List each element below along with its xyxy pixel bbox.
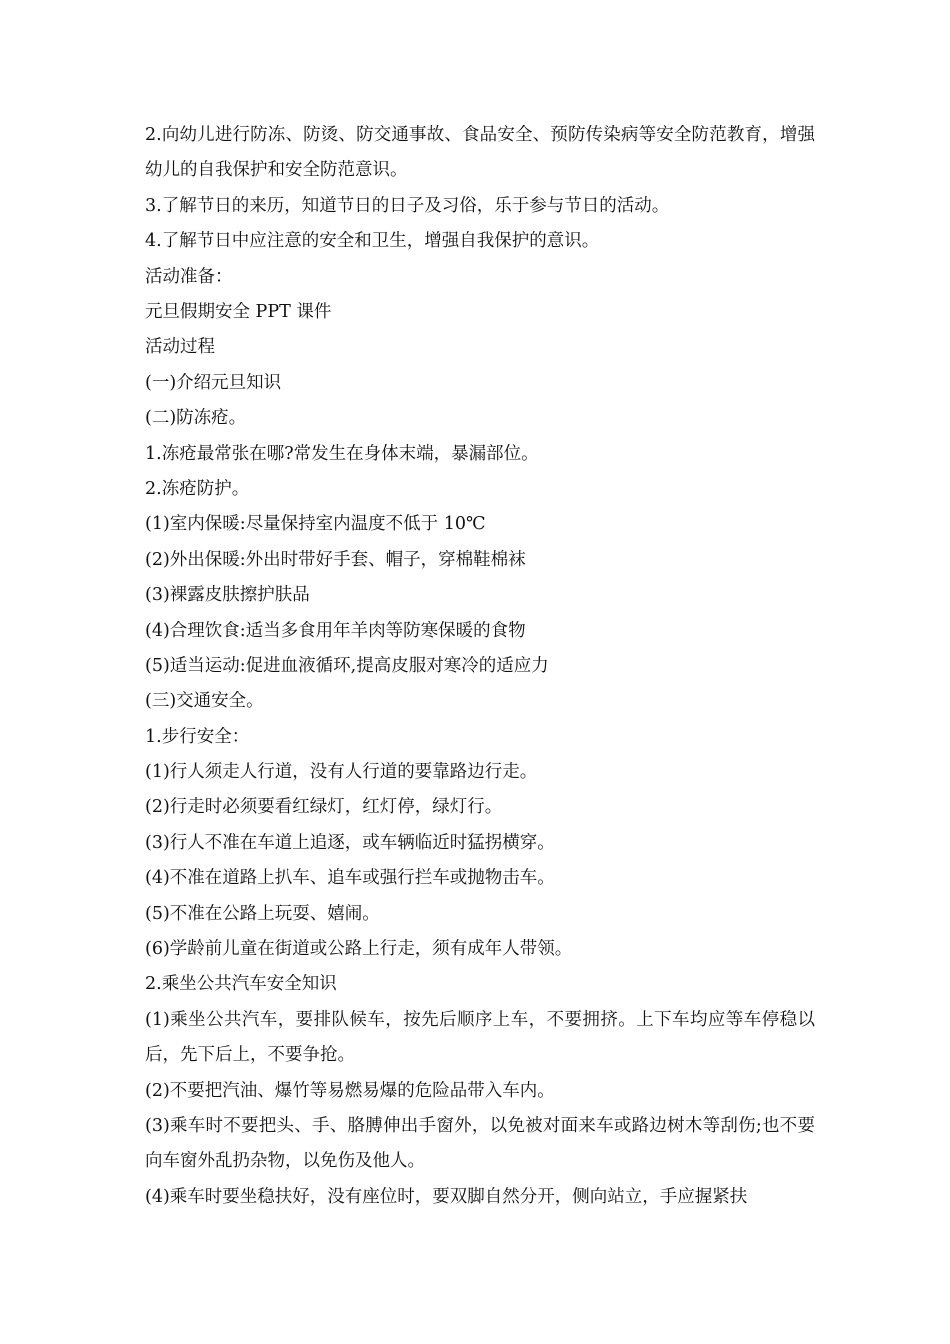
section-heading-preparation: 活动准备： [145,266,233,287]
paragraph-goal-4: 4.了解节日中应注意的安全和卫生，增强自我保护的意识。 [145,231,600,252]
list-item: (2)外出保暖:外出时带好手套、帽子，穿棉鞋棉袜 [145,549,526,570]
list-item: (3)乘车时不要把头、手、胳膊伸出手窗外，以免被对面来车或路边树木等刮伤;也不要向车窗外乱扔杂物，以免伤及他人。 [145,1116,815,1172]
list-item: (1)行人须走人行道，没有人行道的要靠路边行走。 [145,762,538,783]
list-item: (1)室内保暖:尽量保持室内温度不低于 10℃ [145,514,486,535]
list-item: (4)合理饮食:适当多食用年羊肉等防寒保暖的食物 [145,620,526,641]
list-item: (4)乘车时要坐稳扶好，没有座位时，要双脚自然分开，侧向站立，手应握紧扶 [145,1186,748,1207]
list-item: (6)学龄前儿童在街道或公路上行走，须有成年人带领。 [145,939,573,960]
list-item: 2.乘坐公共汽车安全知识 [145,974,337,995]
list-item: 1.冻疮最常张在哪?常发生在身体末端，暴漏部位。 [145,443,539,464]
list-item: (2)不要把汽油、爆竹等易燃易爆的危险品带入车内。 [145,1080,555,1101]
subheading-frostbite: (二)防冻疮。 [145,408,247,429]
list-item: (4)不准在道路上扒车、追车或强行拦车或抛物击车。 [145,868,555,889]
subheading-intro: (一)介绍元旦知识 [145,372,282,393]
list-item: (5)适当运动:促进血液循环,提高皮服对寒冷的适应力 [145,655,549,676]
paragraph-materials: 元旦假期安全 PPT 课件 [145,301,332,322]
section-heading-process: 活动过程 [145,337,215,358]
list-item: (3)裸露皮肤擦护肤品 [145,585,310,606]
paragraph-goal-3: 3.了解节日的来历，知道节日的日子及习俗，乐于参与节日的活动。 [145,195,670,216]
document-body [145,118,815,1215]
list-item: (2)行走时必须要看红绿灯，红灯停，绿灯行。 [145,797,503,818]
list-item: (5)不准在公路上玩耍、嬉闹。 [145,903,380,924]
list-item: (3)行人不准在车道上追逐，或车辆临近时猛拐横穿。 [145,832,555,853]
list-item: 1.步行安全： [145,726,250,747]
list-item: (1)乘坐公共汽车，要排队候车，按先后顺序上车，不要拥挤。上下车均应等车停稳以后，先下后上，不要争抢。 [145,1009,815,1066]
list-item: 2.冻疮防护。 [145,478,250,499]
subheading-traffic: (三)交通安全。 [145,691,264,712]
paragraph-goal-2: 2.向幼儿进行防冻、防烫、防交通事故、食品安全、预防传染病等安全防范教育，增强幼儿的自我保护和安全防范意识。 [145,125,815,181]
